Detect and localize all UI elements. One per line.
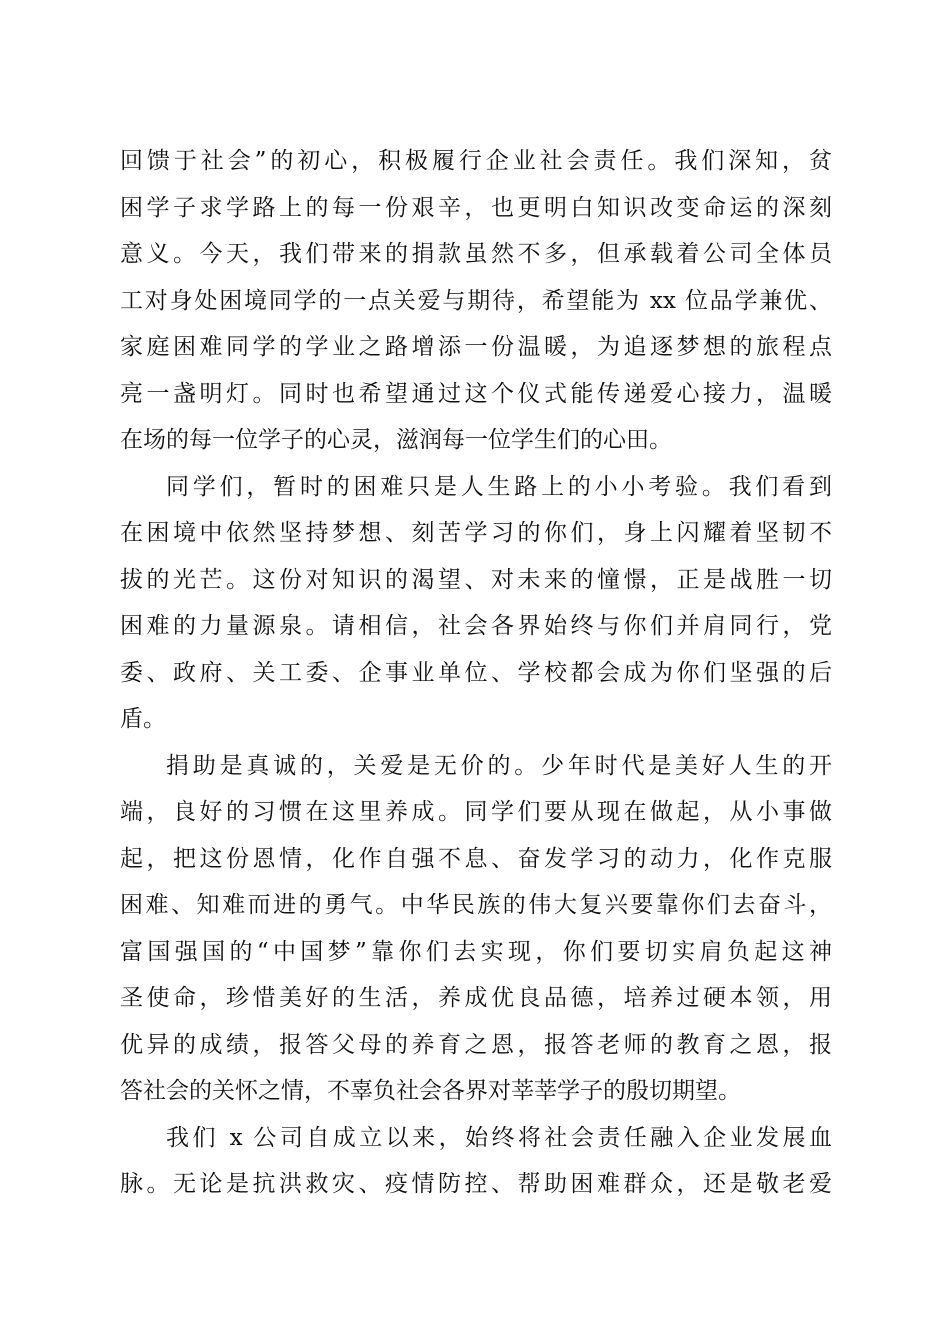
text-line: 在困境中依然坚持梦想、刻苦学习的你们，身上闪耀着坚韧不 xyxy=(120,520,832,546)
text-line: 委、政府、关工委、企事业单位、学校都会成为你们坚强的后 xyxy=(120,659,832,686)
text-line: 答社会的关怀之情，不辜负社会各界对莘莘学子的殷切期望。 xyxy=(120,1078,741,1104)
text-line: 意义。今天，我们带来的捐款虽然不多，但承载着公司全体员 xyxy=(120,241,832,267)
document-body xyxy=(120,138,832,1208)
text-line: 我们 x 公司自成立以来，始终将社会责任融入企业发展血 xyxy=(166,1124,832,1151)
text-line: 家庭困难同学的学业之路增添一份温暖，为追逐梦想的旅程点 xyxy=(120,334,832,360)
text-line: 圣使命，珍惜美好的生活，养成优良品德，培养过硬本领，用 xyxy=(120,985,832,1011)
text-line: 盾。 xyxy=(120,706,166,732)
text-line: 端，良好的习惯在这里养成。同学们要从现在做起，从小事做 xyxy=(120,799,832,825)
text-line: 拔的光芒。这份对知识的渴望、对未来的憧憬，正是战胜一切 xyxy=(120,566,832,593)
text-line: 回馈于社会”的初心，积极履行企业社会责任。我们深知，贫 xyxy=(120,148,832,174)
text-line: 工对身处困境同学的一点关爱与期待，希望能为 xx 位品学兼优、 xyxy=(120,287,832,314)
text-line: 脉。无论是抗洪救灾、疫情防控、帮助困难群众，还是敬老爱 xyxy=(120,1171,832,1197)
text-line: 困难、知难而进的勇气。中华民族的伟大复兴要靠你们去奋斗， xyxy=(120,892,832,918)
text-line: 困学子求学路上的每一份艰辛，也更明白知识改变命运的深刻 xyxy=(120,194,832,221)
text-line: 同学们，暂时的困难只是人生路上的小小考验。我们看到 xyxy=(166,473,832,500)
text-line: 优异的成绩，报答父母的养育之恩，报答老师的教育之恩，报 xyxy=(120,1031,832,1058)
text-line: 在场的每一位学子的心灵，滋润每一位学生们的心田。 xyxy=(120,427,672,453)
text-line: 捐助是真诚的，关爱是无价的。少年时代是美好人生的开 xyxy=(166,752,832,779)
text-line: 亮一盏明灯。同时也希望通过这个仪式能传递爱心接力，温暖 xyxy=(120,380,832,407)
text-line: 困难的力量源泉。请相信，社会各界始终与你们并肩同行，党 xyxy=(120,613,832,639)
text-line: 起，把这份恩情，化作自强不息、奋发学习的动力，化作克服 xyxy=(120,845,832,872)
text-line: 富国强国的“中国梦”靠你们去实现，你们要切实肩负起这神 xyxy=(120,938,832,965)
